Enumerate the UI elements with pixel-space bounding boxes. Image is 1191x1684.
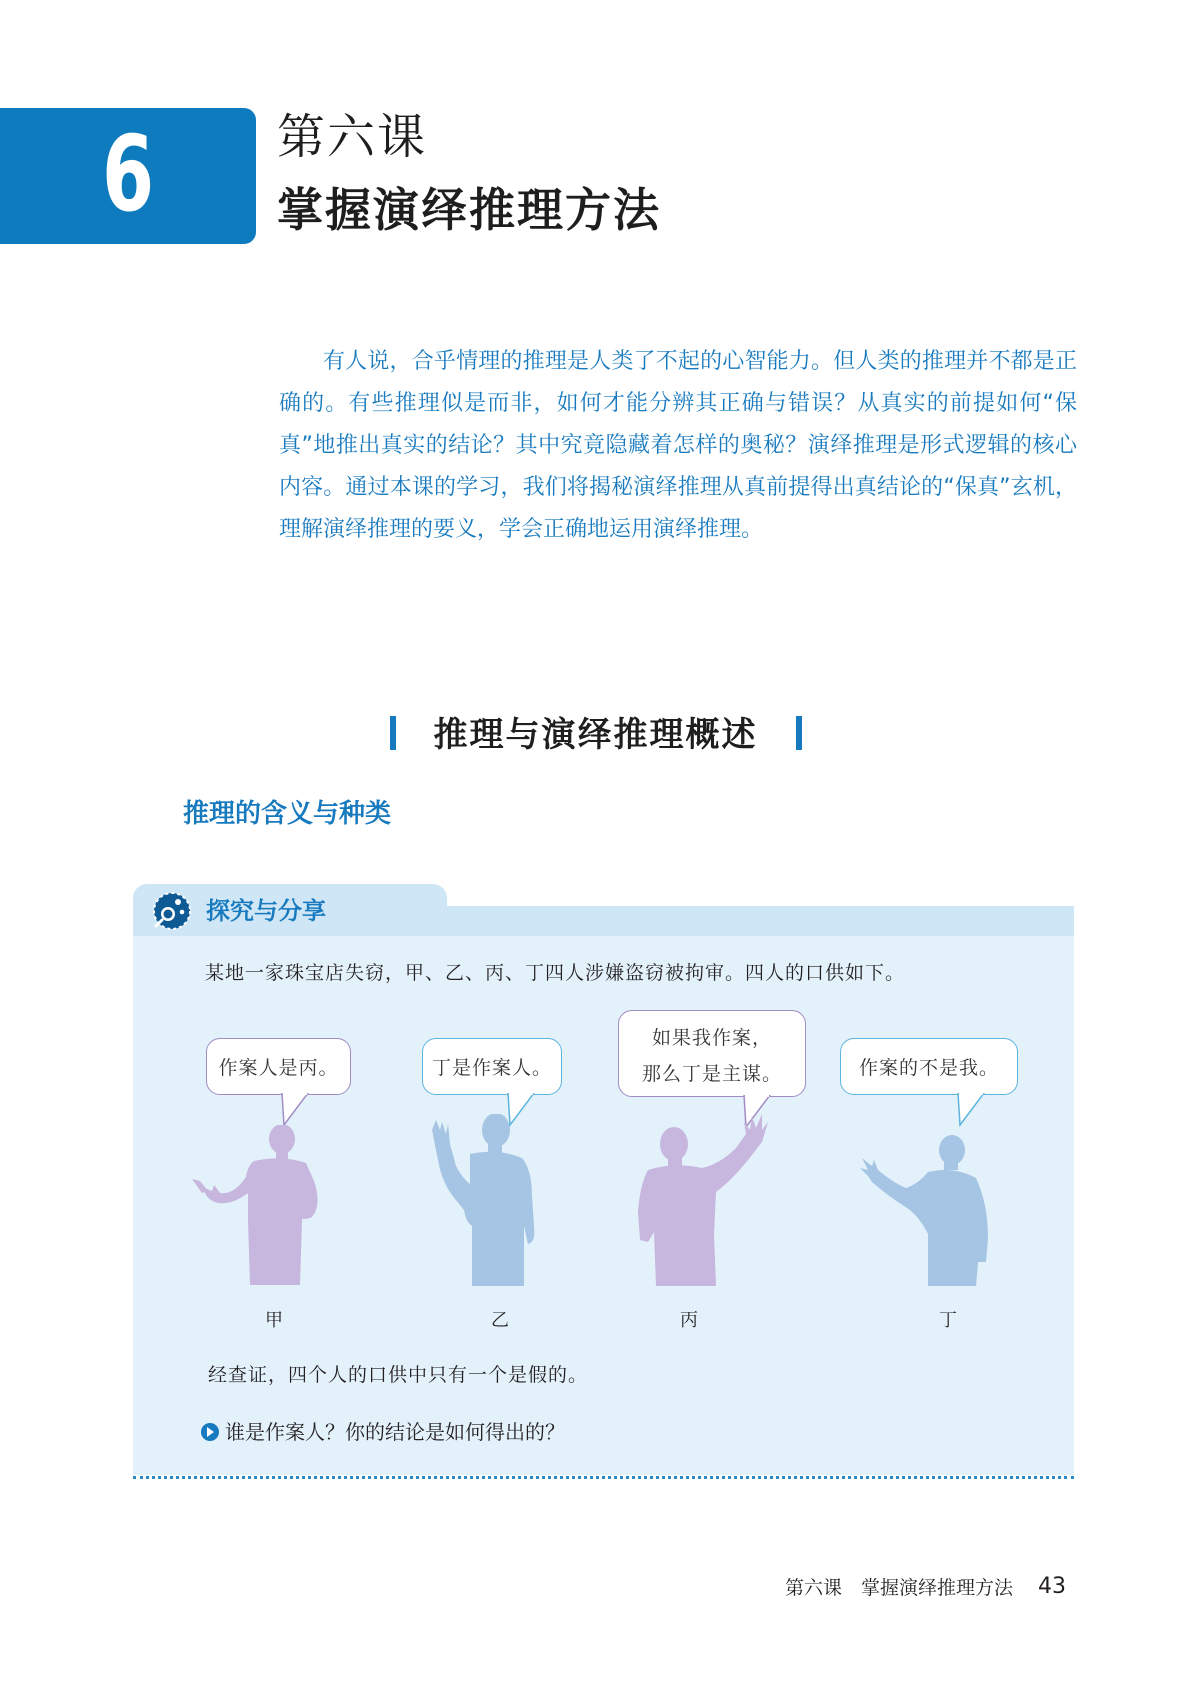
speech-bubble-bing [618,1010,806,1097]
bubble-text-bing-line2: 那么丁是主谋。 [641,1063,782,1085]
person-yi-silhouette [420,1114,550,1286]
bubble-text-yi: 丁是作案人。 [431,1057,552,1079]
case-description: 某地一家珠宝店失窃，甲、乙、丙、丁四人涉嫌盗窃被拘审。四人的口供如下。 [205,962,906,984]
footer-lesson-title: 第六课 掌握演绎推理方法 [785,1577,1014,1599]
bubble-text-ding: 作案的不是我。 [858,1057,999,1079]
subheading: 推理的含义与种类 [183,799,392,829]
arrow-right-icon [201,1423,219,1441]
question-text: 谁是作案人？你的结论是如何得出的？ [225,1420,565,1444]
section-heading-right-bar [796,716,802,750]
person-label-ding: 丁 [939,1310,957,1331]
speech-bubble-jia [206,1038,351,1095]
bubble-tail-ding [956,1093,986,1127]
person-label-jia: 甲 [265,1310,283,1331]
person-jia-silhouette [188,1125,348,1285]
person-label-bing: 丙 [680,1310,698,1331]
bubble-tail-jia [280,1093,310,1127]
person-label-yi: 乙 [491,1310,509,1331]
magnifier-globe-icon [151,890,193,932]
page-number: 43 [1038,1574,1066,1599]
intro-paragraph: 有人说，合乎情理的推理是人类了不起的心智能力。但人类的推理并不都是正确的。有些推理似是而非，如何才能分辨其正确与错误？从真实的前提如何“保真”地推出真实的结论？其中究竟隐藏着怎样的奥秘？演绎推理是形式逻辑的核心内容。通过本课的学习，我们将揭秘演绎推理从真前提得出真结论的“保真”玄机，理解演绎推理的要义，学会正确地运用演绎推理。 [279,349,1077,542]
person-ding-silhouette [858,1134,1008,1286]
section-heading-left-bar [390,716,396,750]
explore-title: 探究与分享 [206,897,326,925]
speech-bubble-yi [422,1038,562,1095]
lesson-label: 第六课 [277,109,428,165]
lesson-number-block [0,108,256,244]
section-heading [0,712,1191,758]
dotted-divider [133,1476,1074,1479]
lesson-title: 掌握演绎推理方法 [277,183,661,237]
bubble-text-jia: 作案人是丙。 [218,1057,339,1079]
speech-bubble-ding [840,1038,1018,1095]
person-bing-silhouette [632,1112,782,1286]
lesson-number: 6 [101,113,155,235]
bubble-text-bing-line1: 如果我作案， [651,1027,772,1049]
section-heading-text: 推理与演绎推理概述 [433,715,758,755]
conclusion-text: 经查证，四个人的口供中只有一个是假的。 [208,1364,589,1386]
